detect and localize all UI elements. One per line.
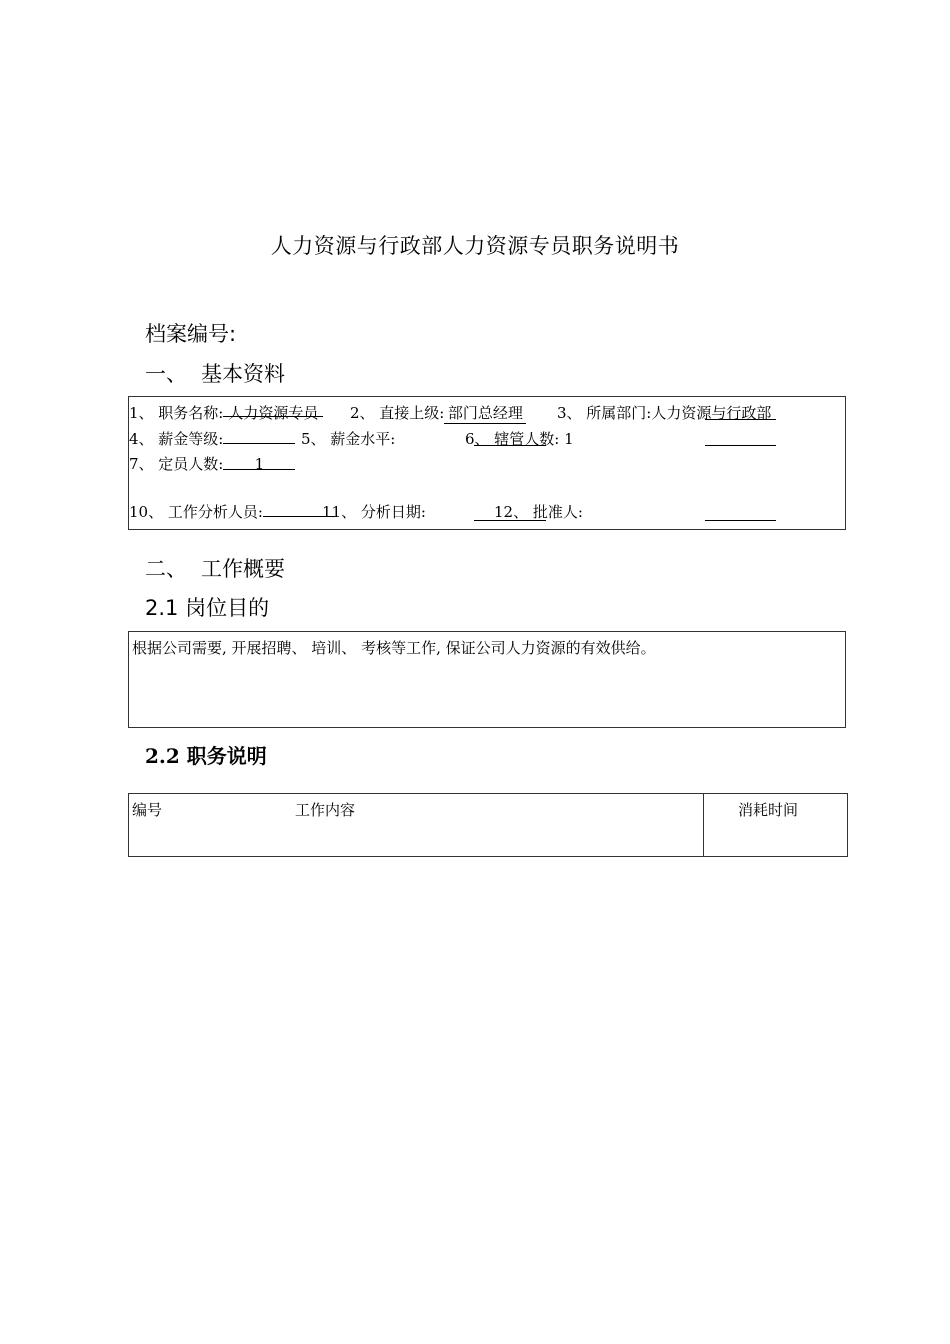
supervisor-label: 2、 直接上级: xyxy=(350,404,445,422)
approver-underline xyxy=(705,520,776,521)
column-divider xyxy=(703,794,704,856)
section-basic-info-heading xyxy=(145,358,285,388)
department-value: 人力资源与行政部 xyxy=(651,404,772,422)
subordinates-value: 1 xyxy=(564,430,574,448)
section-number: 一、 xyxy=(145,362,187,386)
salary-grade-field xyxy=(129,428,295,449)
blank-underline-row2 xyxy=(705,445,776,446)
subsection-purpose-heading: 2.1 岗位目的 xyxy=(145,596,270,620)
basic-info-box xyxy=(128,396,846,530)
section-job-summary-heading xyxy=(145,553,285,583)
duties-table xyxy=(128,793,848,857)
purpose-text: 根据公司需要, 开展招聘、 培训、 考核等工作, 保证公司人力资源的有效供给。 xyxy=(132,639,656,657)
purpose-box xyxy=(128,631,846,728)
section-label: 基本资料 xyxy=(201,362,285,386)
info-row-1 xyxy=(129,402,323,423)
analysis-date-field xyxy=(322,501,426,522)
analyst-label: 10、 工作分析人员: xyxy=(129,503,263,521)
headcount-field xyxy=(129,453,295,474)
approver-field xyxy=(494,501,583,522)
subsection-duties-heading: 2.2 职务说明 xyxy=(145,744,267,768)
archive-number-label: 档案编号: xyxy=(145,322,237,346)
job-title-value: 人力资源专员 xyxy=(223,402,323,417)
salary-level-field xyxy=(301,428,395,449)
analysis-date-label: 11、 分析日期: xyxy=(322,503,426,521)
salary-grade-value xyxy=(223,429,295,444)
department-underline xyxy=(705,419,776,420)
analyst-field xyxy=(129,501,335,522)
approver-label: 12、 批准人: xyxy=(494,503,583,521)
section-label: 工作概要 xyxy=(201,557,285,581)
subordinates-label: 6、 辖管人数: xyxy=(465,430,560,448)
headcount-value: 1 xyxy=(223,455,295,470)
page-title: 人力资源与行政部人力资源专员职务说明书 xyxy=(270,234,680,258)
analysis-date-underline xyxy=(474,520,546,521)
subordinates-underline xyxy=(474,445,546,446)
salary-level-label: 5、 薪金水平: xyxy=(301,430,396,448)
supervisor-value: 部门总经理 xyxy=(444,402,526,424)
column-header-content: 工作内容 xyxy=(295,801,356,819)
job-title-label: 1、 职务名称: xyxy=(129,404,224,422)
headcount-label: 7、 定员人数: xyxy=(129,455,224,473)
salary-grade-label: 4、 薪金等级: xyxy=(129,430,224,448)
section-number: 二、 xyxy=(145,557,187,581)
column-header-time: 消耗时间 xyxy=(738,801,799,819)
department-label: 3、 所属部门: xyxy=(557,404,652,422)
supervisor-field xyxy=(350,402,526,424)
column-header-number: 编号 xyxy=(132,801,163,819)
